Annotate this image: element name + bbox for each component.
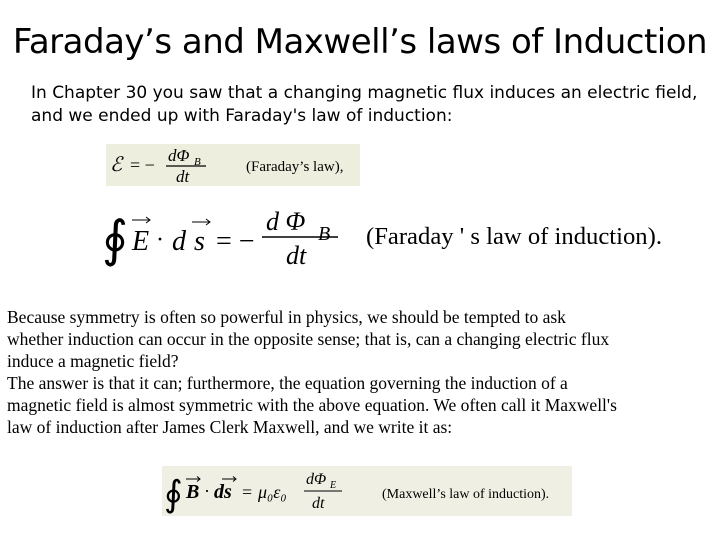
vector-b-symbol: B bbox=[186, 481, 200, 503]
equals-sign: = bbox=[242, 482, 253, 502]
equation-label: (Faraday’s law), bbox=[246, 159, 344, 175]
mu-epsilon-constants: μ₀ε₀ bbox=[258, 482, 287, 502]
equals-minus-sign: = − bbox=[130, 155, 155, 175]
body-line: whether induction can occur in the opposite sense; that is, can a changing electric flux bbox=[7, 329, 610, 349]
denominator-text: dt bbox=[286, 241, 307, 270]
intro-line: In Chapter 30 you saw that a changing magnetic flux induces an electric field, bbox=[31, 83, 698, 103]
numerator-subscript: E bbox=[330, 480, 337, 491]
vector-e-symbol: E bbox=[132, 226, 150, 257]
maxwell-equation-graphic bbox=[162, 466, 572, 516]
numerator-text: dΦ bbox=[168, 146, 190, 165]
maxwell-equation bbox=[162, 466, 572, 516]
emf-symbol: ℰ bbox=[110, 154, 123, 176]
numerator-subscript: B bbox=[194, 156, 201, 168]
equation-label: (Maxwell’s law of induction). bbox=[382, 487, 550, 502]
d-symbol: d bbox=[172, 226, 186, 257]
vector-s-symbol: s bbox=[194, 226, 205, 257]
ds-vector-symbol: ds bbox=[214, 481, 232, 503]
body-line: magnetic field is almost symmetric with the above equation. We often call it Maxwell's bbox=[7, 395, 617, 415]
faraday-integral-equation-graphic bbox=[100, 200, 670, 272]
intro-paragraph bbox=[31, 82, 698, 128]
faraday-emf-equation-graphic bbox=[106, 144, 360, 186]
intro-line: and we ended up with Faraday's law of induction: bbox=[31, 106, 453, 126]
slide-title: Faraday’s and Maxwell’s laws of Induction bbox=[12, 22, 708, 62]
contour-integral-sign: ∮ bbox=[164, 474, 183, 514]
denominator-text: dt bbox=[176, 167, 190, 186]
faraday-integral-equation bbox=[100, 200, 670, 272]
body-line: Because symmetry is often so powerful in physics, we should be tempted to ask bbox=[7, 307, 566, 327]
equals-minus-sign: = − bbox=[216, 226, 255, 257]
equation-label: (Faraday ' s law of induction). bbox=[366, 224, 662, 250]
body-line: The answer is that it can; furthermore, the equation governing the induction of a bbox=[7, 373, 568, 393]
body-line: law of induction after James Clerk Maxwell, and we write it as: bbox=[7, 417, 453, 437]
numerator-text: dΦ bbox=[306, 471, 327, 488]
dot-operator: · bbox=[156, 227, 164, 253]
body-paragraph bbox=[7, 306, 715, 438]
numerator-text: d Φ bbox=[266, 207, 306, 236]
denominator-text: dt bbox=[312, 495, 325, 512]
faraday-emf-equation bbox=[106, 144, 360, 186]
numerator-subscript: B bbox=[318, 223, 331, 245]
body-line: induce a magnetic field? bbox=[7, 351, 179, 371]
contour-integral-sign: ∮ bbox=[102, 211, 129, 267]
dot-operator: · bbox=[204, 481, 210, 501]
